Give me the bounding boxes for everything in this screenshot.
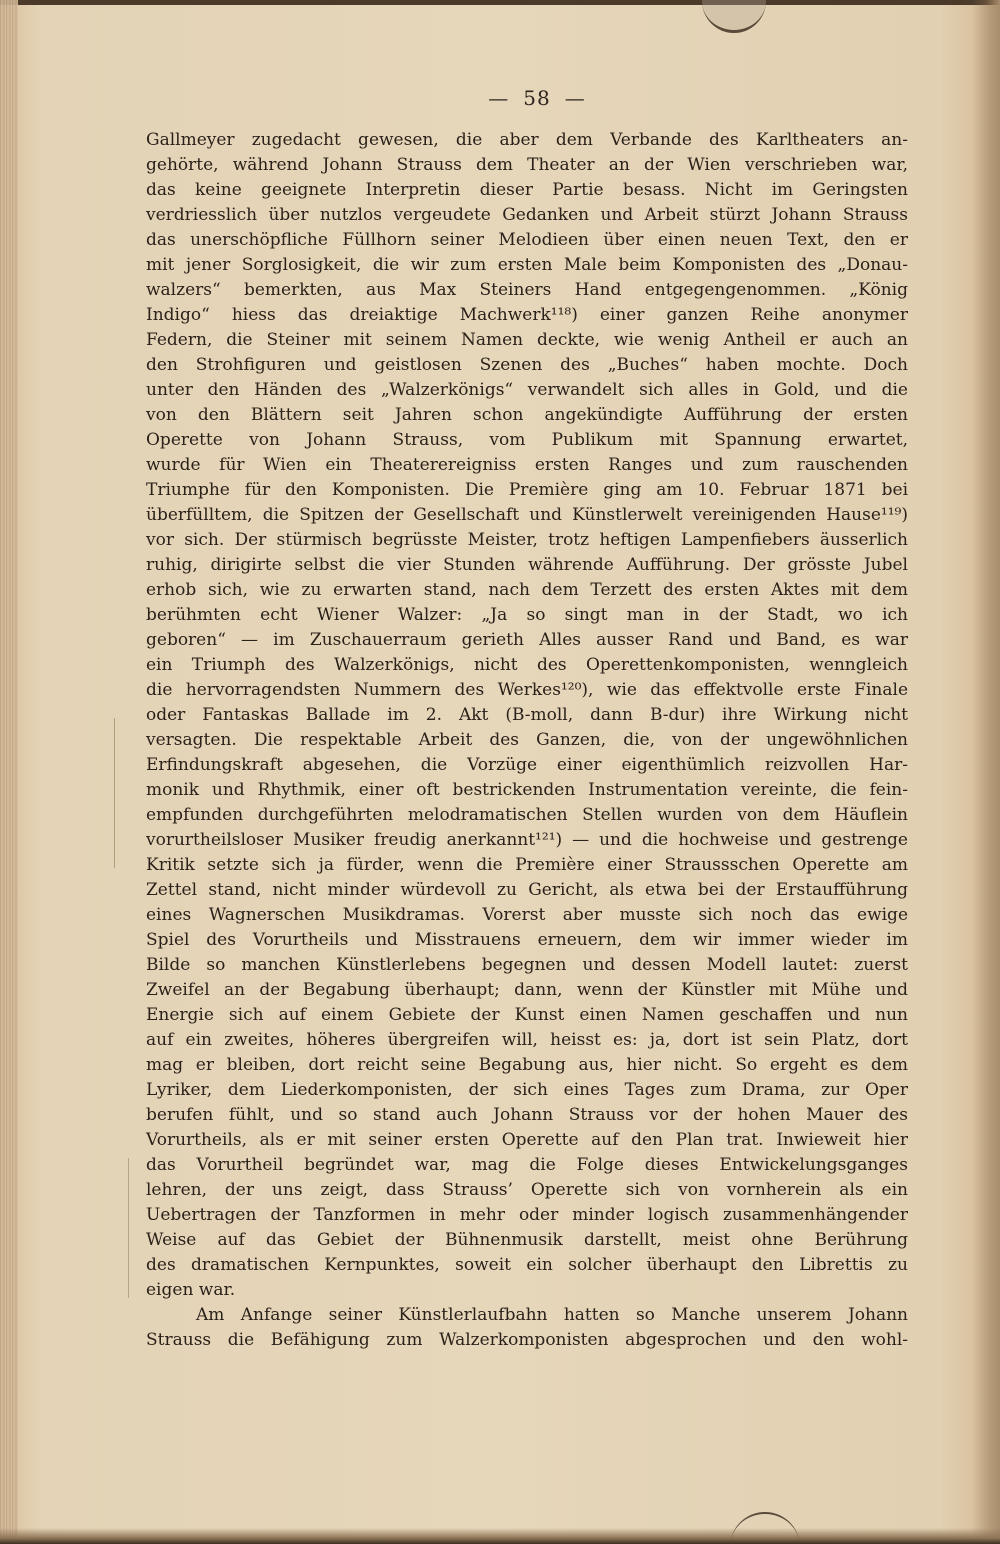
text-line: Weise auf das Gebiet der Bühnenmusik darstellt, meist ohne Berührung: [146, 1230, 908, 1250]
text-line: Energie sich auf einem Gebiete der Kunst einen Namen geschaffen und nun: [146, 1005, 908, 1025]
text-line: Operette von Johann Strauss, vom Publikum mit Spannung erwartet,: [146, 430, 908, 450]
text-line: oder Fantaskas Ballade im 2. Akt (B-moll, dann B-dur) ihre Wirkung nicht: [146, 705, 908, 725]
text-line: von den Blättern seit Jahren schon angekündigte Aufführung der ersten: [146, 405, 908, 425]
text-line: ruhig, dirigirte selbst die vier Stunden währende Aufführung. Der grösste Jubel: [146, 555, 908, 575]
text-line: eines Wagnerschen Musikdramas. Vorerst aber musste sich noch das ewige: [146, 905, 908, 925]
text-line: vor sich. Der stürmisch begrüsste Meister, trotz heftigen Lampenfiebers äusserlich: [146, 530, 908, 550]
text-line: Indigo“ hiess das dreiaktige Machwerk¹¹⁸) einer ganzen Reihe anonymer: [146, 305, 908, 325]
text-line: das keine geeignete Interpretin dieser Partie besass. Nicht im Geringsten: [146, 180, 908, 200]
right-page-edge: [972, 0, 1000, 1544]
text-line: erhob sich, wie zu erwarten stand, nach dem Terzett des ersten Aktes mit dem: [146, 580, 908, 600]
text-line: Erfindungskraft abgesehen, die Vorzüge einer eigenthümlich reizvollen Har-: [146, 755, 908, 775]
text-line: Zweifel an der Begabung überhaupt; dann, wenn der Künstler mit Mühe und: [146, 980, 908, 1000]
text-line: empfunden durchgeführten melodramatischen Stellen wurden von dem Häuflein: [146, 805, 908, 825]
top-tab-mark: [702, 0, 766, 33]
text-line: walzers“ bemerkten, aus Max Steiners Hand entgegengenommen. „König: [146, 280, 908, 300]
margin-pencil-mark: [128, 1158, 135, 1298]
text-line: den Strohfiguren und geistlosen Szenen des „Buches“ haben mochte. Doch: [146, 355, 908, 375]
text-line: geboren“ — im Zuschauerraum gerieth Alles ausser Rand und Band, es war: [146, 630, 908, 650]
header-dash-right: —: [564, 86, 586, 110]
bottom-page-edge: [0, 1528, 1000, 1544]
text-line: vorurtheilsloser Musiker freudig anerkannt¹²¹) — und die hochweise und gestrenge: [146, 830, 908, 850]
text-line: verdriesslich über nutzlos vergeudete Gedanken und Arbeit stürzt Johann Strauss: [146, 205, 908, 225]
text-line: eigen war.: [146, 1280, 236, 1300]
bottom-tab-mark: [730, 1512, 800, 1544]
header-dash-left: —: [488, 86, 510, 110]
text-line: ein Triumph des Walzerkönigs, nicht des Operettenkomponisten, wenngleich: [146, 655, 908, 675]
text-line: auf ein zweites, höheres übergreifen will, heisst es: ja, dort ist sein Platz, dort: [146, 1030, 908, 1050]
text-line: Lyriker, dem Liederkomponisten, der sich eines Tages zum Drama, zur Oper: [146, 1080, 908, 1100]
text-line: Zettel stand, nicht minder würdevoll zu Gericht, als etwa bei der Erstaufführung: [146, 880, 908, 900]
page-number: 58: [523, 86, 551, 110]
text-line: Uebertragen der Tanzformen in mehr oder minder logisch zusammenhängender: [146, 1205, 908, 1225]
text-line: mag er bleiben, dort reicht seine Begabung aus, hier nicht. So ergeht es dem: [146, 1055, 908, 1075]
text-line: monik und Rhythmik, einer oft bestrickenden Instrumentation vereinte, die fein-: [146, 780, 908, 800]
text-line: Spiel des Vorurtheils und Misstrauens erneuern, dem wir immer wieder im: [146, 930, 908, 950]
text-line: Am Anfange seiner Künstlerlaufbahn hatten so Manche unserem Johann: [196, 1305, 908, 1325]
text-line: versagten. Die respektable Arbeit des Ganzen, die, von der ungewöhnlichen: [146, 730, 908, 750]
text-line: Strauss die Befähigung zum Walzerkomponisten abgesprochen und den wohl-: [146, 1330, 908, 1350]
text-line: Kritik setzte sich ja fürder, wenn die Première einer Straussschen Operette am: [146, 855, 908, 875]
text-line: berufen fühlt, und so stand auch Johann Strauss vor der hohen Mauer des: [146, 1105, 908, 1125]
text-line: gehörte, während Johann Strauss dem Theater an der Wien verschrieben war,: [146, 155, 908, 175]
text-line: wurde für Wien ein Theaterereigniss ersten Ranges und zum rauschenden: [146, 455, 908, 475]
left-binding-edge: [0, 0, 18, 1544]
text-line: die hervorragendsten Nummern des Werkes¹²⁰), wie das effektvolle erste Finale: [146, 680, 908, 700]
top-border: [0, 0, 1000, 5]
text-line: des dramatischen Kernpunktes, soweit ein solcher überhaupt den Librettis zu: [146, 1255, 908, 1275]
text-line: Federn, die Steiner mit seinem Namen deckte, wie wenig Antheil er auch an: [146, 330, 908, 350]
margin-pencil-mark: [114, 718, 121, 868]
text-line: Triumphe für den Komponisten. Die Première ging am 10. Februar 1871 bei: [146, 480, 908, 500]
text-line: unter den Händen des „Walzerkönigs“ verwandelt sich alles in Gold, und die: [146, 380, 908, 400]
text-line: berühmten echt Wiener Walzer: „Ja so singt man in der Stadt, wo ich: [146, 605, 908, 625]
text-line: Gallmeyer zugedacht gewesen, die aber dem Verbande des Karltheaters an-: [146, 130, 908, 150]
page-header: [0, 86, 1000, 110]
text-line: das unerschöpfliche Füllhorn seiner Melodieen über einen neuen Text, den er: [146, 230, 908, 250]
body-text: [146, 128, 908, 1353]
text-line: Bilde so manchen Künstlerlebens begegnen und dessen Modell lautet: zuerst: [146, 955, 908, 975]
text-line: lehren, der uns zeigt, dass Strauss’ Operette sich von vornherein als ein: [146, 1180, 908, 1200]
text-line: Vorurtheils, als er mit seiner ersten Operette auf den Plan trat. Inwieweit hier: [146, 1130, 908, 1150]
text-line: mit jener Sorglosigkeit, die wir zum ersten Male beim Komponisten des „Donau-: [146, 255, 908, 275]
text-line: das Vorurtheil begründet war, mag die Folge dieses Entwickelungsganges: [146, 1155, 908, 1175]
text-line: überfülltem, die Spitzen der Gesellschaft und Künstlerwelt vereinigenden Hause¹¹⁹): [146, 505, 908, 525]
